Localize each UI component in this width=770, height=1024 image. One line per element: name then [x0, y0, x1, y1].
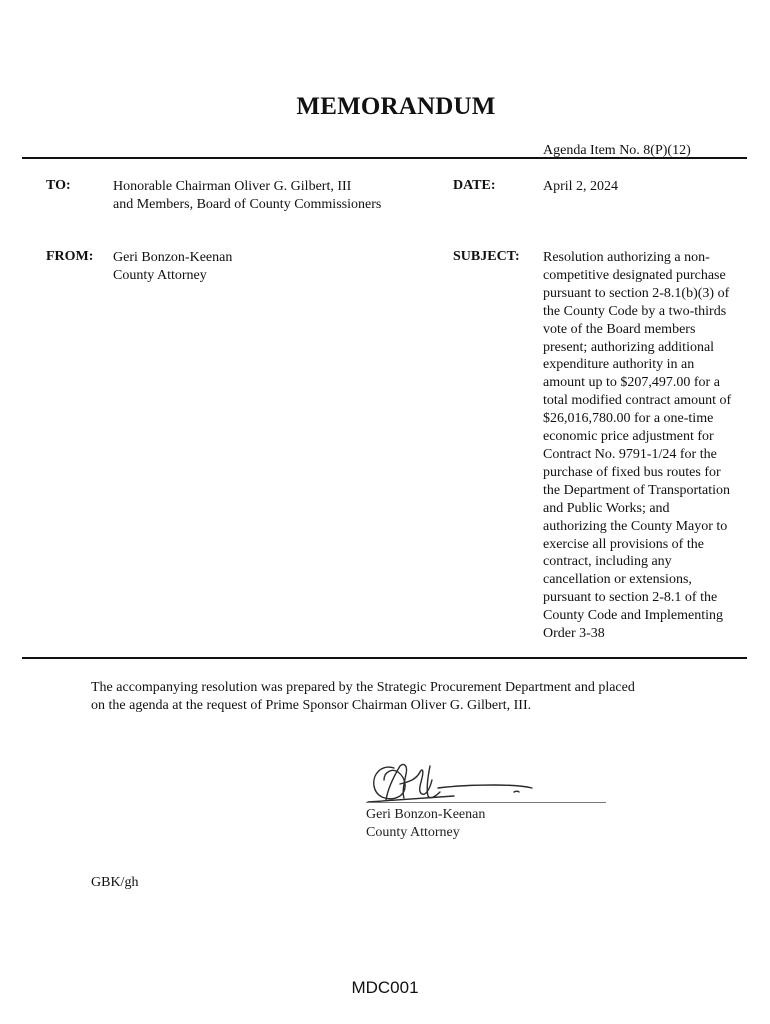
subject-line: pursuant to section 2-8.1 of the [543, 590, 718, 606]
subject-label: SUBJECT: [453, 249, 520, 264]
subject-line: County Code and Implementing [543, 608, 724, 624]
subject-line: total modified contract amount of [543, 393, 732, 409]
subject-line: exercise all provisions of the [543, 536, 704, 552]
subject-line: economic price adjustment for [543, 429, 714, 445]
memo-title: MEMORANDUM [296, 93, 496, 120]
subject-line: Order 3-38 [543, 626, 605, 642]
subject-line: competitive designated purchase [543, 267, 726, 283]
signer-name: Geri Bonzon-Keenan [366, 807, 486, 822]
subject-line: contract, including any [543, 554, 672, 570]
subject-line: expenditure authority in an [543, 357, 695, 373]
subject-line: present; authorizing additional [543, 339, 715, 355]
memo-body [91, 679, 635, 715]
to-line: Honorable Chairman Oliver G. Gilbert, III [113, 179, 352, 194]
agenda-item-number: Agenda Item No. 8(P)(12) [543, 143, 691, 158]
subject-value [543, 249, 731, 643]
subject-line: amount up to $207,497.00 for a [543, 375, 720, 391]
top-divider [22, 157, 747, 159]
signer-title: County Attorney [366, 825, 460, 840]
subject-line: and Public Works; and [543, 500, 670, 516]
body-line: The accompanying resolution was prepared by the Strategic Procurement Department and placed [91, 680, 635, 695]
from-value [113, 249, 232, 285]
subject-line: Contract No. 9791-1/24 for the [543, 446, 717, 462]
subject-line: authorizing the County Mayor to [543, 518, 728, 534]
subject-line: pursuant to section 2-8.1(b)(3) of [543, 285, 730, 301]
subject-line: the Department of Transportation [543, 482, 731, 498]
subject-line: purchase of fixed bus routes for [543, 464, 721, 480]
to-line: and Members, Board of County Commissioners [113, 197, 382, 212]
date-label: DATE: [453, 178, 496, 193]
body-line: on the agenda at the request of Prime Sponsor Chairman Oliver G. Gilbert, III. [91, 698, 532, 713]
subject-line: the County Code by a two-thirds [543, 303, 727, 319]
typist-initials: GBK/gh [91, 875, 139, 890]
date-value: April 2, 2024 [543, 179, 619, 194]
document-code: MDC001 [351, 978, 419, 997]
from-label: FROM: [46, 249, 94, 264]
bottom-divider [22, 657, 747, 659]
to-value [113, 178, 381, 214]
signer-block [366, 806, 485, 842]
subject-line: $26,016,780.00 for a one-time [543, 411, 714, 427]
from-line: Geri Bonzon-Keenan [113, 250, 233, 265]
from-line: County Attorney [113, 268, 207, 283]
to-label: TO: [46, 178, 71, 193]
signature-line [366, 802, 606, 803]
subject-line: vote of the Board members [543, 321, 696, 337]
subject-line: cancellation or extensions, [543, 572, 692, 588]
subject-line: Resolution authorizing a non- [543, 250, 710, 265]
